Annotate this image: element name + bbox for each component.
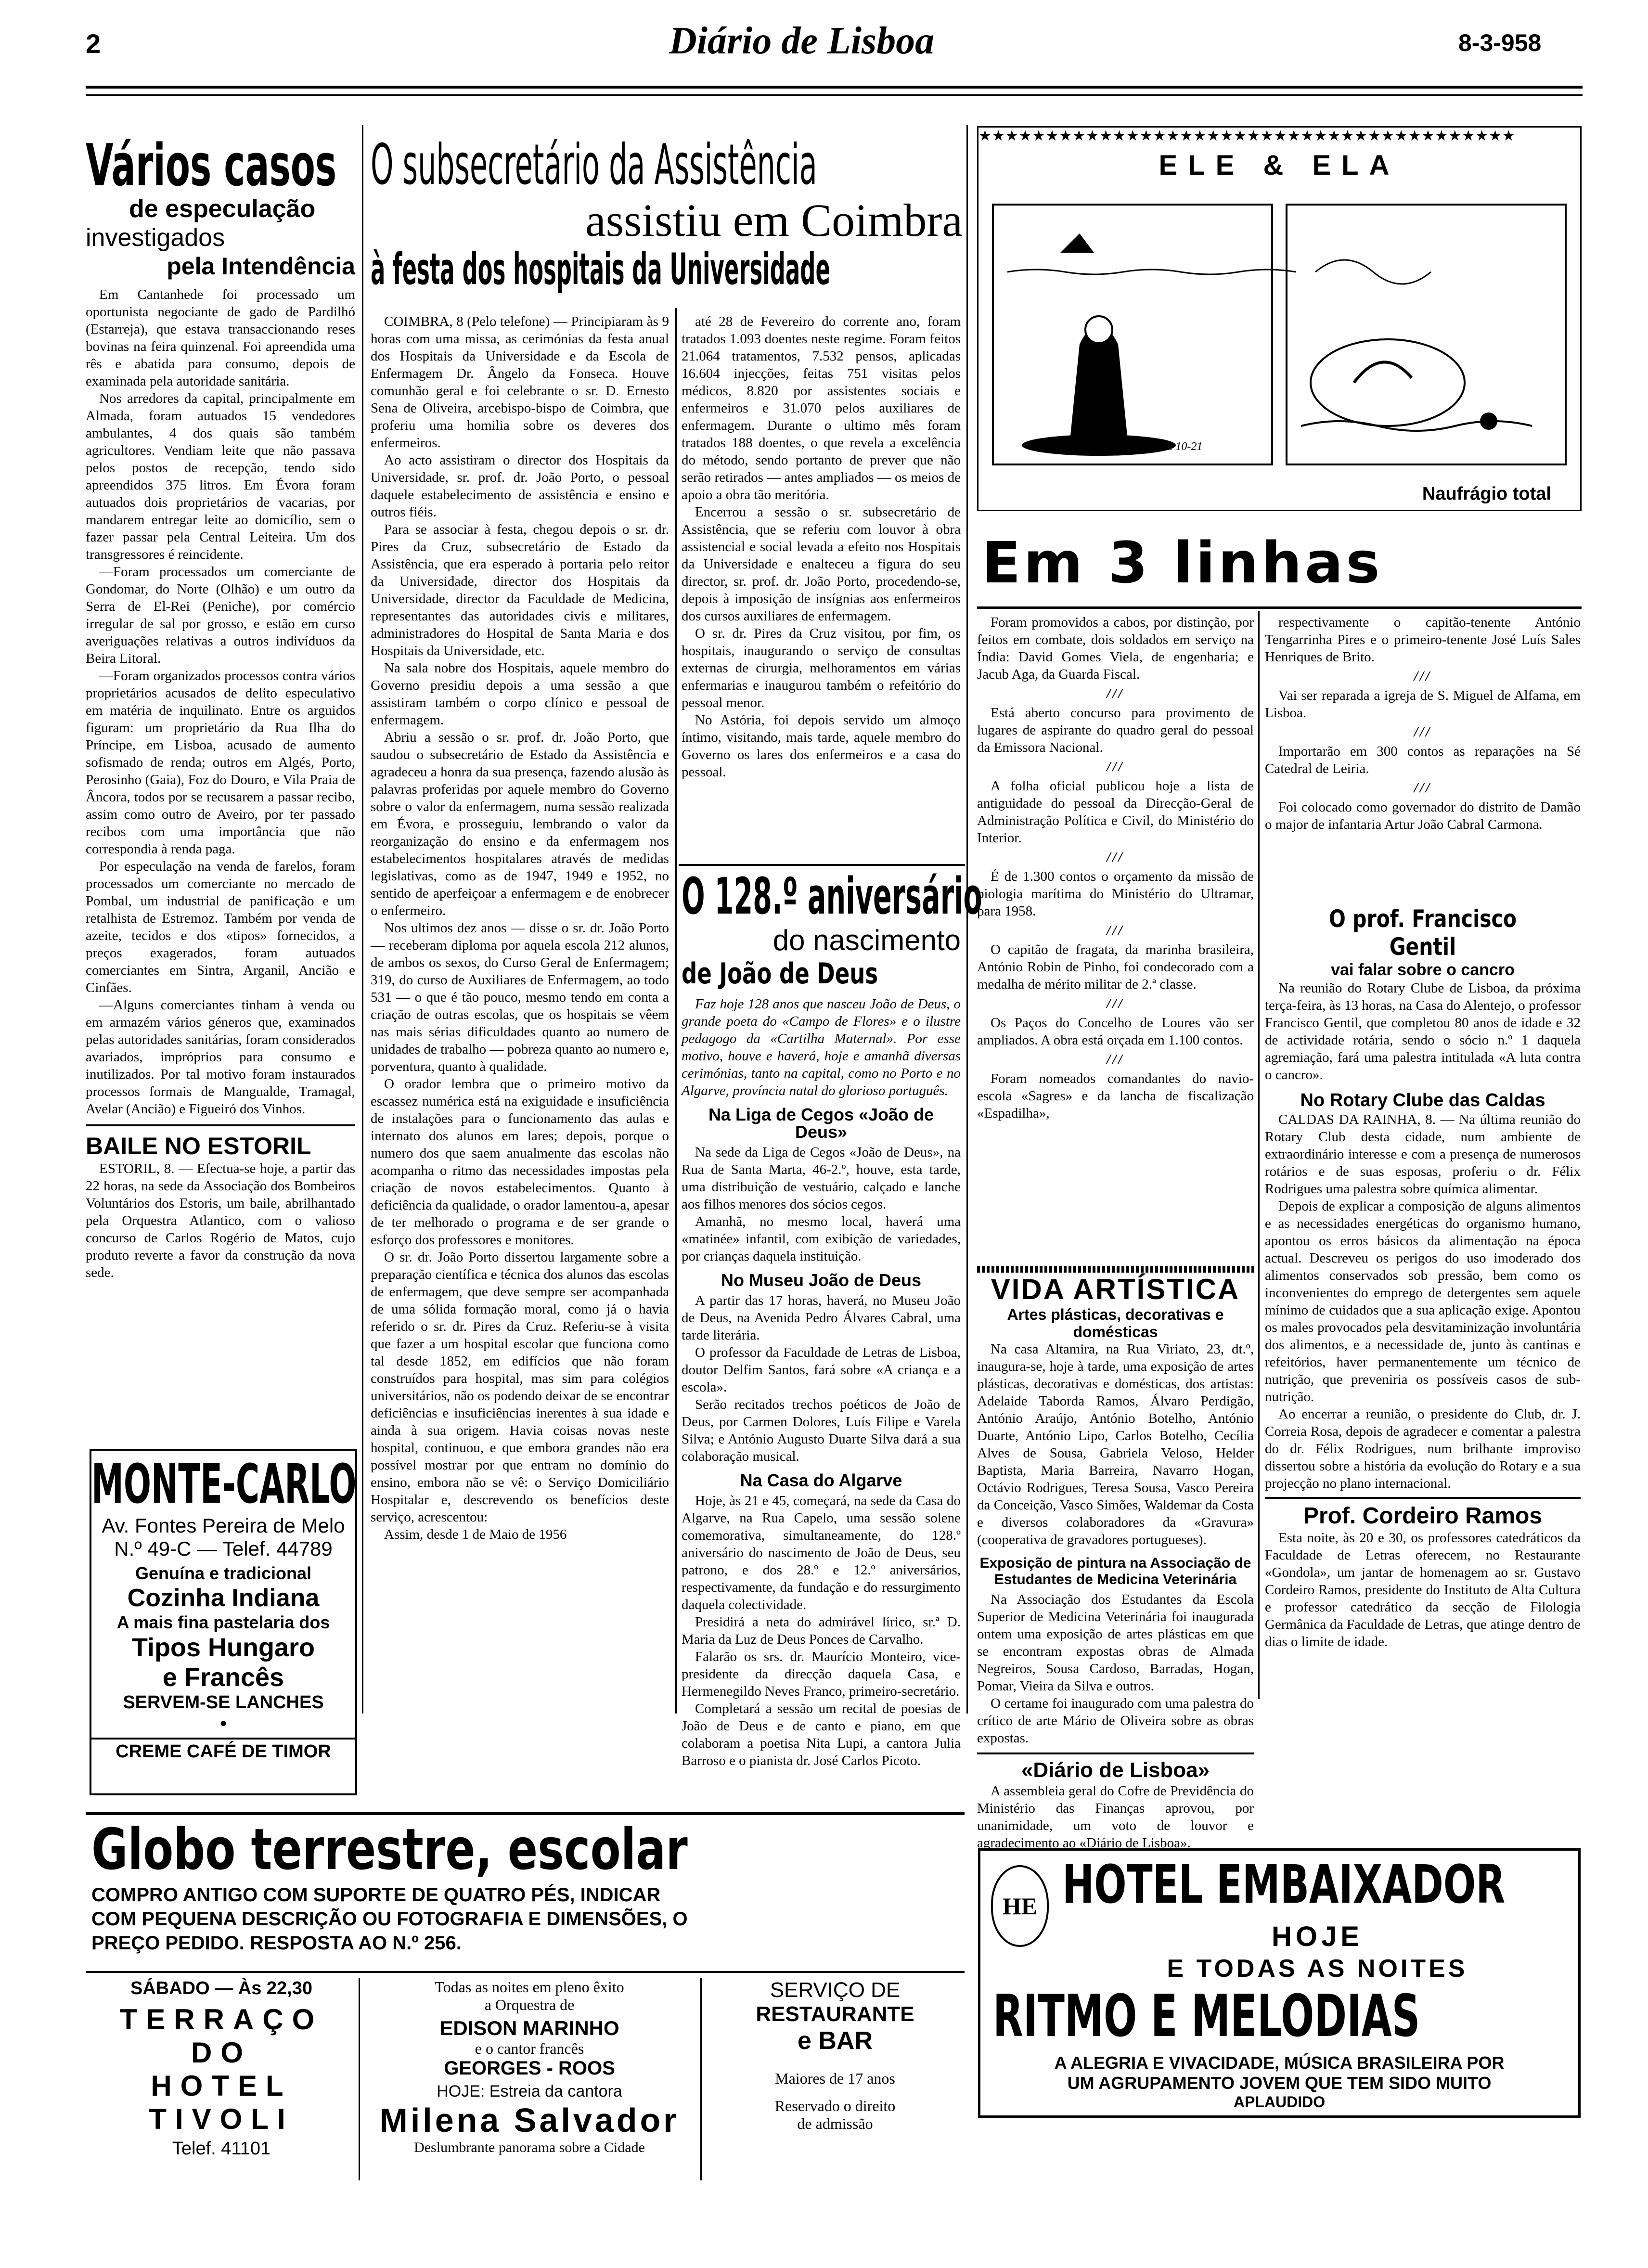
vida-artistica [977, 1266, 1254, 1852]
paragraph: —Foram processados um comerciante de Gondomar, do Norte (Olhão) e um outro da Serra de El-Rei (Peniche), por comércio irregular de sal por grosso, e estão em curso averiguações relativas a outros indivíduos da Beira Litoral. [86, 564, 355, 666]
ad-line: Cozinha Indiana [127, 1584, 320, 1612]
hotel-embaixador-ad [978, 1848, 1581, 2118]
header-rule [86, 86, 1583, 89]
globo-ad [91, 1816, 963, 1955]
paragraph: É de 1.300 contos o orçamento da missão de biologia marítima do Ministério do Ultramar, para 1958. [977, 869, 1254, 919]
paragraph: —Alguns comerciantes tinham à venda ou em armazém vários géneros que, examinados pelas autoridades sanitárias, foram considerados avariados, impróprios para consumo e inutilizados. Por tal motivo foram instaurados processos formais de Mangualde, Tramagal, Avelar (Ancião) e Figueiró dos Vinhos. [86, 997, 355, 1117]
subheading: Na Casa do Algarve [740, 1470, 902, 1490]
ad-line: TIVOLI [149, 2103, 294, 2135]
ad-text: COMPRO ANTIGO COM SUPORTE DE QUATRO PÉS, INDICAR COM PEQUENA DESCRIÇÃO OU FOTOGRAFIA E DIMENSÕES, O PREÇO PEDIDO. RESPOSTA AO N.º 256. [91, 1884, 688, 1954]
paragraph: Nos arredores da capital, principalmente em Almada, foram autuados 15 vendedores ambulantes, 4 dos quais são também agricultores. Vendiam leite que não passava pelos postos de recepção, tendo sido apreendidos 375 litros. Em Évora foram autuados dois proprietários de vacarias, por mandarem entregar leite ao domicílio, sem o fazer passar pela Central Leiteira. Um dos transgressores é reincidente. [86, 391, 355, 562]
paragraph: O capitão de fragata, da marinha brasileira, António Robin de Pinho, foi condecorado com a medalha de mérito militar de 2.ª classe. [977, 942, 1254, 992]
tivoli-ad [91, 1978, 351, 2159]
paragraph: Na reunião do Rotary Clube de Lisboa, da próxima terça-feira, às 13 horas, na Casa do Alentejo, o professor Francisco Gentil, que completou 80 anos de idade e 32 de actividade rotária, sendo o sócio n.º 1 daquela agremiação, fará uma palestra intitulada «A luta contra o cancro». [1265, 980, 1581, 1082]
headline-sub: pela Intendência [167, 253, 355, 280]
paragraph: Está aberto concurso para provimento de lugares de aspirante do quadro geral do pessoal da Emissora Nacional. [977, 705, 1254, 755]
paragraph: Para se associar à festa, chegou depois o sr. dr. Pires da Cruz, subsecretário de Estado da Assistência, que era esperado à portaria pelo reitor da Universidade, director dos Hospitais da Universidade, director da Faculdade de Medicina, representantes das autoridades civis e militares, administradores do Hospital de Santa Maria e dos Hospitais da Universidade, etc. [371, 522, 669, 658]
comic-panels [988, 200, 1571, 469]
ad-line: E TODAS AS NOITES [1167, 1955, 1468, 1983]
section-rule [1265, 1497, 1581, 1499]
section-sub: Artes plásticas, decorativas e domésticas [1007, 1306, 1224, 1340]
ad-line: SÁBADO — Às 22,30 [130, 1978, 312, 1998]
edison-ad [366, 1978, 693, 2156]
ad-line: e Francês [162, 1663, 284, 1692]
headline-3: à festa dos hospitais da Universidade [371, 244, 830, 295]
separator: /// [1107, 1052, 1124, 1067]
paragraph: —Foram organizados processos contra vários proprietários acusados de delito especulativo em matéria de inquilinato. Entre os arguidos figuram: um proprietário da Rua Ilha do Príncipe, em Lisboa, acusado de aumento sofismado de renda; outros em Algés, Porto, Perosinho (Gaia), Foz do Douro, e Vila Praia de Âncora, todos por se recusarem a passar recibo, assim como outro de Aveiro, por ter passado recibos com uma importância que não correspondia à renda paga. [86, 668, 355, 857]
paragraph: A assembleia geral do Cofre de Previdência do Ministério das Finanças aprovou, por unanimidade, um voto de louvor e agradecimento ao «Diário de Lisboa». [977, 1783, 1254, 1851]
comic-title: ELE & ELA [1159, 150, 1400, 181]
logo-text: HE [1002, 1893, 1038, 1920]
ad-line: HOJE: Estreia da cantora [437, 2082, 622, 2100]
column-divider [1258, 611, 1260, 1699]
section-title: «Diário de Lisboa» [1021, 1758, 1210, 1782]
section-title: Prof. Cordeiro Ramos [1303, 1503, 1543, 1529]
baile-title: BAILE NO ESTORIL [86, 1133, 311, 1160]
paragraph: A folha oficial publicou hoje a lista de antiguidade do pessoal da Direcção-Geral de Administração Política e Civil, do Ministério do Interior. [977, 778, 1254, 846]
header-rule-2 [86, 94, 1583, 96]
ad-line: Telef. 41101 [172, 2139, 271, 2159]
comic-strip [977, 126, 1582, 511]
article-body [977, 1340, 1254, 1747]
paragraph: O certame foi inaugurado com uma palestra do crítico de arte Mário de Oliveira sobre as obras expostas. [977, 1696, 1254, 1746]
paragraph: Foram nomeados comandantes do navio-escola «Sagres» e da lancha de fiscalização «Espadilha», [977, 1071, 1254, 1121]
column-divider [675, 308, 677, 1714]
ad-line: HOTEL [151, 2070, 292, 2102]
paragraph: Ao acto assistiram o director dos Hospitais da Universidade, sr. prof. dr. João Porto, o pessoal daquele estabelecimento de assistência e ensino e outros fiéis. [371, 452, 669, 520]
article-body [977, 1782, 1254, 1852]
separator: /// [1107, 996, 1124, 1011]
paragraph: Encerrou a sessão o sr. subsecretário de Assistência, que se referiu com louvor à obra assistencial e social levada a efeito nos Hospitais da Universidade e enalteceu a figura do seu director, sr. prof. dr. João Porto, procedendo-se, depois à imposição de insígnias aos enfermeiros dos cursos auxiliares de enfermagem. [682, 504, 961, 624]
ad-line: DO [191, 2036, 252, 2069]
ad-line: Genuína e tradicional [135, 1563, 312, 1583]
column-divider [362, 125, 363, 1714]
section-title: No Rotary Clube das Caldas [1300, 1090, 1545, 1110]
paragraph: Em Cantanhede foi processado um oportunista negociante de gado de Pardilhó (Estarreja), que estava transaccionando reses bovinas na feira quinzenal. Foi apreendida uma rês e abatida para consumo, depois de examinada pela autoridade sanitária. [86, 287, 355, 389]
headline-2: do nascimento [772, 924, 961, 956]
ad-line: SERVIÇO DE [770, 1978, 901, 2002]
subheading: Na Liga de Cegos «João de Deus» [708, 1105, 934, 1142]
servico-ad [708, 1978, 963, 2133]
center-article-col2 [682, 313, 961, 781]
article-body [1265, 979, 1581, 1083]
section-sub: vai falar sobre o cancro [1331, 961, 1515, 979]
section-rule [977, 1266, 1254, 1273]
article-body [682, 995, 961, 1769]
center-headline [371, 132, 963, 295]
ad-line: A mais fina pastelaria dos [116, 1612, 330, 1632]
ad-line: • [219, 1713, 227, 1734]
paragraph: Assim, desde 1 de Maio de 1956 [384, 1527, 567, 1542]
paragraph: respectivamente o capitão-tenente António Tengarrinha Pires e o primeiro-tenente José Luís Sales Henriques de Brito. [1265, 615, 1581, 665]
ad-title: Globo terrestre, escolar [91, 1816, 688, 1882]
page-number: 2 [86, 28, 101, 59]
paragraph: Falarão os srs. dr. Maurício Monteiro, vice-presidente da direcção daquela Casa, e Hermenegildo Neves Franco, primeiro-secretário. [682, 1649, 961, 1699]
paragraph: No Astória, foi depois servido um almoço íntimo, visitando, mais tarde, aquele membro do Governo os lares dos enfermeiros e a casa do pessoal. [682, 712, 961, 780]
article-body [1265, 1111, 1581, 1492]
ad-line: Tipos Hungaro [131, 1633, 315, 1662]
paragraph: O professor da Faculdade de Letras de Lisboa, doutor Delfim Santos, fará sobre «A criança e a escola». [682, 1345, 961, 1395]
section-rule [977, 1753, 1254, 1754]
paragraph: Amanhã, no mesmo local, haverá uma «matinée» infantil, com exibição de variedades, por crianças daquela instituição. [682, 1214, 961, 1264]
ad-line: GEORGES - ROOS [444, 2058, 615, 2079]
ad-line: UM AGRUPAMENTO JOVEM QUE TEM SIDO MUITO [1067, 2073, 1492, 2093]
paragraph: Importarão em 300 contos as reparações na Sé Catedral de Leiria. [1265, 744, 1581, 776]
ad-line: EDISON MARINHO [439, 2017, 619, 2039]
subheading: No Museu João de Deus [721, 1270, 922, 1290]
left-article [86, 132, 355, 1281]
issue-date: 8-3-958 [1458, 29, 1542, 56]
headline: O 128.º aniversário [682, 867, 982, 926]
ad-line: TERRAÇO [119, 2003, 323, 2036]
headline-sub: investigados [86, 224, 225, 252]
ad-line: APLAUDIDO [1233, 2093, 1326, 2111]
paragraph: Na Associação dos Estudantes da Escola Superior de Medicina Veterinária foi inaugurada ontem uma exposição de artes plásticas em que se encontram expostas obras de Almada Negreiros, Sousa Cardoso, Barradas, Hogan, Pomar, Vieira da Silva e outros. [977, 1592, 1254, 1694]
ad-line: SERVEM-SE LANCHES [123, 1692, 324, 1713]
paragraph: Ao encerrar a reunião, o presidente do Club, dr. J. Correia Rosa, depois de agradecer e comentar a palestra do dr. Félix Rodrigues, num brilhante improviso dissertou sobre a história da evolução do Rotary e a sua projecção no plano internacional. [1265, 1406, 1581, 1491]
paragraph: A partir das 17 horas, haverá, no Museu João de Deus, na Avenida Pedro Álvares Cabral, uma tarde literária. [682, 1293, 961, 1343]
ad-line: e BAR [797, 2027, 873, 2055]
headline: O subsecretário da Assistência [371, 132, 817, 197]
comic-signature: Zim. 10-21 [1152, 440, 1203, 453]
section-title: O prof. Francisco Gentil [1328, 905, 1517, 961]
paragraph: O sr. dr. Pires da Cruz visitou, por fim, os hospitais, inaugurando o serviço de consultas externas de cirurgia, melhoramentos em várias enfermarias e inaugurou também o refeitório do pessoal menor. [682, 626, 961, 710]
separator: /// [1414, 780, 1432, 796]
section-rule [977, 606, 1582, 609]
ad-line: Milena Salvador [379, 2101, 680, 2139]
em3-title: Em 3 linhas [982, 529, 1383, 596]
separator: /// [1107, 759, 1124, 774]
paragraph: Vai ser reparada a igreja de S. Miguel de Alfama, em Lisboa. [1265, 688, 1581, 721]
paragraph: Por especulação na venda de farelos, foram processados um comerciante no mercado de Pombal, um industrial de panificação e um retalhista de Estremoz. Também por venda de azeite, tecidos e dos «tipos» fornecidos, a preços exagerados, foram autuados comerciantes em Sintra, Arganil, Ancião e Cinfães. [86, 859, 355, 995]
paragraph: COIMBRA, 8 (Pelo telefone) — Principiaram às 9 horas com uma missa, as cerimónias da festa anual dos Hospitais da Universidade e da Escola de Enfermagem Dr. Ângelo da Fonseca. Houve comunhão geral e foi celebrante o sr. D. Ernesto Sena de Oliveira, arcebispo-bispo de Coimbra, que proferiu uma homilia sobre os deveres dos enfermeiros. [371, 314, 669, 451]
ad-footer: CREME CAFÉ DE TIMOR [91, 1738, 355, 1762]
separator: /// [1414, 669, 1432, 684]
separator: /// [1414, 724, 1432, 740]
section-rule [86, 1971, 965, 1973]
paragraph: Presidirá a neta do admirável lírico, sr.ª D. Maria da Luz de Deus Ponces de Carvalho. [682, 1614, 961, 1647]
ad-title-2: RITMO E MELODIAS [993, 1983, 1420, 2050]
baile-body [86, 1160, 355, 1281]
paragraph: Na sala nobre dos Hospitais, aquele membro do Governo presidiu depois a uma sessão a que assistiram também o corpo clínico e pessoal de enfermagem. [371, 660, 669, 728]
ad-line: N.º 49-C — Telef. 44789 [114, 1537, 333, 1560]
ad-line: RESTAURANTE [756, 2002, 914, 2026]
monte-carlo-ad [90, 1449, 357, 1795]
ad-line: Todas as noites em pleno êxito [435, 1978, 624, 1996]
column-divider [359, 1978, 360, 2180]
paragraph: CALDAS DA RAINHA, 8. — Na última reunião do Rotary Club desta cidade, num ambiente de extraordinário interesse e com a presença de numerosos rotários e de suas esposas, proferiu o dr. Félix Rodrigues uma palestra sobre química alimentar. [1265, 1112, 1581, 1197]
em3-col2 [1265, 614, 1581, 833]
headline-2: assistiu em Coimbra [585, 194, 963, 246]
paragraph: Esta noite, às 20 e 30, os professores catedráticos da Faculdade de Letras oferecem, no Restaurante «Gondola», um jantar de homenagem ao sr. Gustavo Cordeiro Ramos, presidente do Instituto de Alta Cultura e professor catedrático da secção de Filologia Germânica da Faculdade de Letras, que atinge dentro de dias o limite de idade. [1265, 1530, 1581, 1649]
paragraph: Os Paços do Concelho de Loures vão ser ampliados. A obra está orçada em 1.100 contos. [977, 1015, 1254, 1048]
headline-sub: de especulação [129, 195, 316, 223]
section-title: VIDA ARTÍSTICA [991, 1273, 1240, 1305]
ad-line: HOJE [1272, 1921, 1363, 1952]
separator: /// [1107, 850, 1124, 865]
center-article-col1 [371, 313, 669, 1543]
paragraph: até 28 de Fevereiro do corrente ano, foram tratados 1.093 doentes neste regime. Foram feitos 21.064 tratamentos, 7.532 pensos, aplicadas 16.604 injecções, feitas 751 visitas pelos médicos, 8.820 por assistentes sociais e enfermeiros e 31.070 pelos auxiliares de enfermagem. Durante o ultimo mês foram tratados 188 doentes, o que revela a excelência do método, sendo portanto de prever que não serão retirados — antes ampliados — os meios de apoio a obra tão meritória. [682, 314, 961, 503]
right-lower-column [1265, 905, 1581, 1650]
em3-col1 [977, 614, 1254, 1122]
paragraph: Foram promovidos a cabos, por distinção, por feitos em combate, dois soldados em serviço na Índia: David Gomes Viela, de engenharia; e Jacub Aga, da Guarda Fiscal. [977, 615, 1254, 682]
paragraph: Na casa Altamira, na Rua Viriato, 23, dt.º, inaugura-se, hoje à tarde, uma exposição de artes plásticas, decorativas e domésticas, dos artistas: Adelaide Taborda Ramos, Álvaro Perdigão, António Araújo, António Botelho, António Duarte, António Lipo, Carlos Botelho, Cecília Alves de Sousa, Gabriela Veloso, Helder Baptista, Maria Barreira, Navarro Hogan, Octávio Rodrigues, Teresa Sousa, Vasco Pereira da Conceição, Vasco Simões, Waldemar da Costa e diversos colaboradores da «Gravura» (cooperativa de gravadores portugueses). [977, 1341, 1254, 1547]
comic-panel-1 [993, 205, 1272, 464]
section-rule [86, 1812, 965, 1815]
paragraph: Na sede da Liga de Cegos «João de Deus», na Rua de Santa Marta, 46-2.º, houve, esta tarde, uma distribuição de vestuário, calçado e lanche aos filhos menores dos sócios cegos. [682, 1145, 961, 1212]
paragraph: Serão recitados trechos poéticos de João de Deus, por Carmen Dolores, Luís Filipe e Varela Silva; e António Augusto Duarte Silva dará a sua colaboração musical. [682, 1397, 961, 1464]
section-rule [86, 1124, 355, 1126]
intro: Faz hoje 128 anos que nasceu João de Deus, o grande poeta do «Campo de Flores» e o ilustre pedagogo da «Cartilha Maternal». Por esse motivo, houve e haverá, hoje e amanhã diversas cerimónias, tanto na capital, como no Porto e no Algarve, província natal do glorioso português. [682, 996, 961, 1098]
ad-line: Reservado o direito [774, 2097, 896, 2114]
article-body [86, 286, 355, 1118]
paragraph: Foi colocado como governador do distrito de Damão o major de infantaria Artur João Cabral Carmona. [1265, 799, 1581, 832]
ad-title: MONTE-CARLO [91, 1453, 357, 1516]
comic-panel-2 [1287, 205, 1566, 464]
joao-deus-article [682, 867, 982, 1769]
headline-3: de João de Deus [682, 957, 878, 991]
headline: Vários casos [86, 132, 337, 199]
subheading: Exposição de pintura na Associação de Estudantes de Medicina Veterinária [979, 1555, 1251, 1587]
ad-line: Deslumbrante panorama sobre a Cidade [414, 2139, 645, 2155]
paragraph: Abriu a sessão o sr. prof. dr. João Porto, que saudou o subsecretário de Estado da Assistência e agradeceu a honra da sua presença, fazendo alusão às palavras proferidas por aquele membro do Governo sobre o valor da enfermagem, numa sessão realizada em Évora, e prosseguiu, lembrando o valor da reorganização do ensino e da enfermagem nos estabelecimentos hospitalares através de medidas legislativas, como as de 1947, 1949 e 1952, no sentido de aperfeiçoar a enfermagem e de enobrecer o enfermeiro. [371, 730, 669, 918]
paragraph: O sr. dr. João Porto dissertou largamente sobre a preparação científica e técnica dos alunos das escolas de enfermagem, que deve sempre ser acompanhada de uma sólida formação moral, como já o havia referido o sr. dr. Pires da Cruz. Referiu-se à visita que fazer a um hospital escolar que funciona como tal desde 1852, em edifícios que não foram construídos para hospital, mas sim para colégios universitários, não os podendo deixar de se encontrar deficiências e insuficiências inerentes à sua idade e ainda à sua origem. Havia coisas novas neste hospital, continuou, e que embora grandes não era possível mostrar por que entram no domínio do ensino, embora não se vê: o Serviço Domiciliário Hospitalar e, descrevendo os benefícios deste serviço, acrescentou: [371, 1250, 669, 1525]
separator: /// [1107, 923, 1124, 938]
ad-line: Av. Fontes Pereira de Melo [102, 1514, 345, 1537]
paragraph: Depois de explicar a composição de alguns alimentos e as necessidades energéticas do organismo humano, apontou os erros básicos da alimentação na época actual. Descreveu os perigos do uso imoderado dos alimentos conservados sob pressão, bem como os inconvenientes do emprego de detergentes sem aquele mínimo de cuidados que a sua aplicação exige. Apontou os males provocados pela desvitaminização involuntária dos alimentos, e a necessidade de, junto às cantinas e refeitórios, haver permanentemente um técnico de nutrição, que preveniria os possíveis casos de sub-nutrição. [1265, 1198, 1581, 1405]
star-border: ★★★★★★★★★★★★★★★★★★★★★★★★★★★★★★★★★★★★★★★★ [978, 128, 1516, 144]
ad-line: A ALEGRIA E VIVACIDADE, MÚSICA BRASILEIRA POR [1054, 2053, 1505, 2073]
paragraph: Hoje, às 21 e 45, começará, na sede da Casa do Algarve, na Rua Capelo, uma sessão solene comemorativa, simultaneamente, do 128.º aniversário do nascimento de João de Deus, seu patrono, e dos 28.º e 12.º aniversários, respectivamente, da fundação e do ressurgimento daquela colectividade. [682, 1493, 961, 1612]
separator: /// [1107, 686, 1124, 701]
paragraph: Nos ultimos dez anos — disse o sr. dr. João Porto — receberam diploma por aquela escola 212 alunos, de ambos os sexos, do Curso Geral de Enfermagem; 319, do curso de Auxiliares de Enfermagem, ao todo 531 — o que é tão pouco, mesmo tendo em conta a criação de outras escolas, que os hospitais se vêem nas mais sérias dificuldades quanto ao numero de unidades de trabalho — pobreza quanto ao numero e, porventura, quanto à qualidade. [371, 920, 669, 1074]
comic-caption: Naufrágio total [1422, 484, 1551, 504]
article-body [1265, 1529, 1581, 1650]
ad-title: HOTEL EMBAIXADOR [1062, 1854, 1506, 1915]
paragraph: Completará a sessão um recital de poesias de João de Deus e de canto e piano, em que colaboram a poetisa Nita Lupi, a cantora Julia Barroso e o pianista dr. José Carlos Picoto. [682, 1701, 961, 1768]
paragraph: ESTORIL, 8. — Efectua-se hoje, a partir das 22 horas, na sede da Associação dos Bombeiros Voluntários dos Estoris, um baile, abrilhantado pela Orquestra Atlantico, com o valioso concurso de Carlos Rogério de Matos, cujo produto reverte a favor da construção da nova sede. [86, 1161, 355, 1280]
hotel-logo [991, 1865, 1049, 1947]
ad-line: a Orquestra de [484, 1996, 575, 2013]
section-rule [679, 864, 965, 866]
ad-line: Maiores de 17 anos [775, 2070, 895, 2087]
column-divider [700, 1978, 702, 2180]
masthead: Diário de Lisboa [669, 20, 935, 62]
ad-line: e o cantor francês [475, 2040, 584, 2057]
paragraph: O orador lembra que o primeiro motivo da escassez numérica está na exiguidade e insuficiência de instalações para o funcionamento das aulas e internato dos alunos em lares; depois, porque o numero dos que saem anualmente das escolas não acompanha o ritmo das necessidades impostas pela criação de novos estabelecimentos. Quanto à deficiência da qualidade, o orador lamentou-a, apesar de ter melhorado o programa e de ser grande o esforço dos professores e monitores. [371, 1076, 669, 1248]
ad-line: de admissão [797, 2115, 873, 2132]
